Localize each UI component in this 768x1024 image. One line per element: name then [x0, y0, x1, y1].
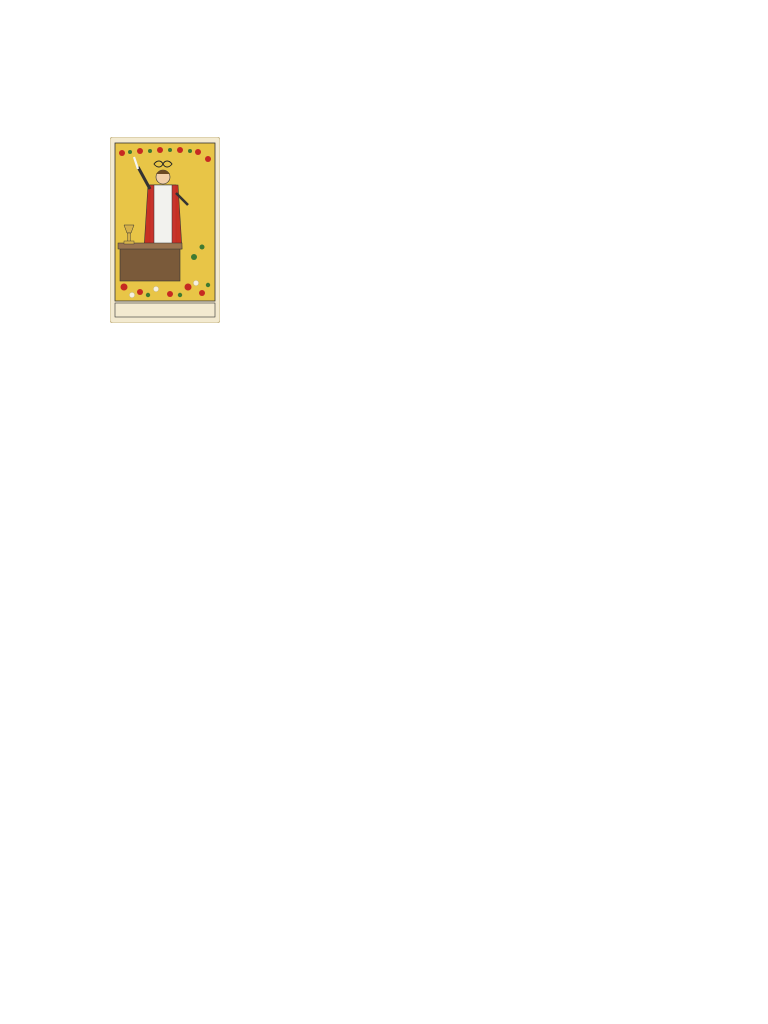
magician-tarot-card — [110, 137, 220, 323]
